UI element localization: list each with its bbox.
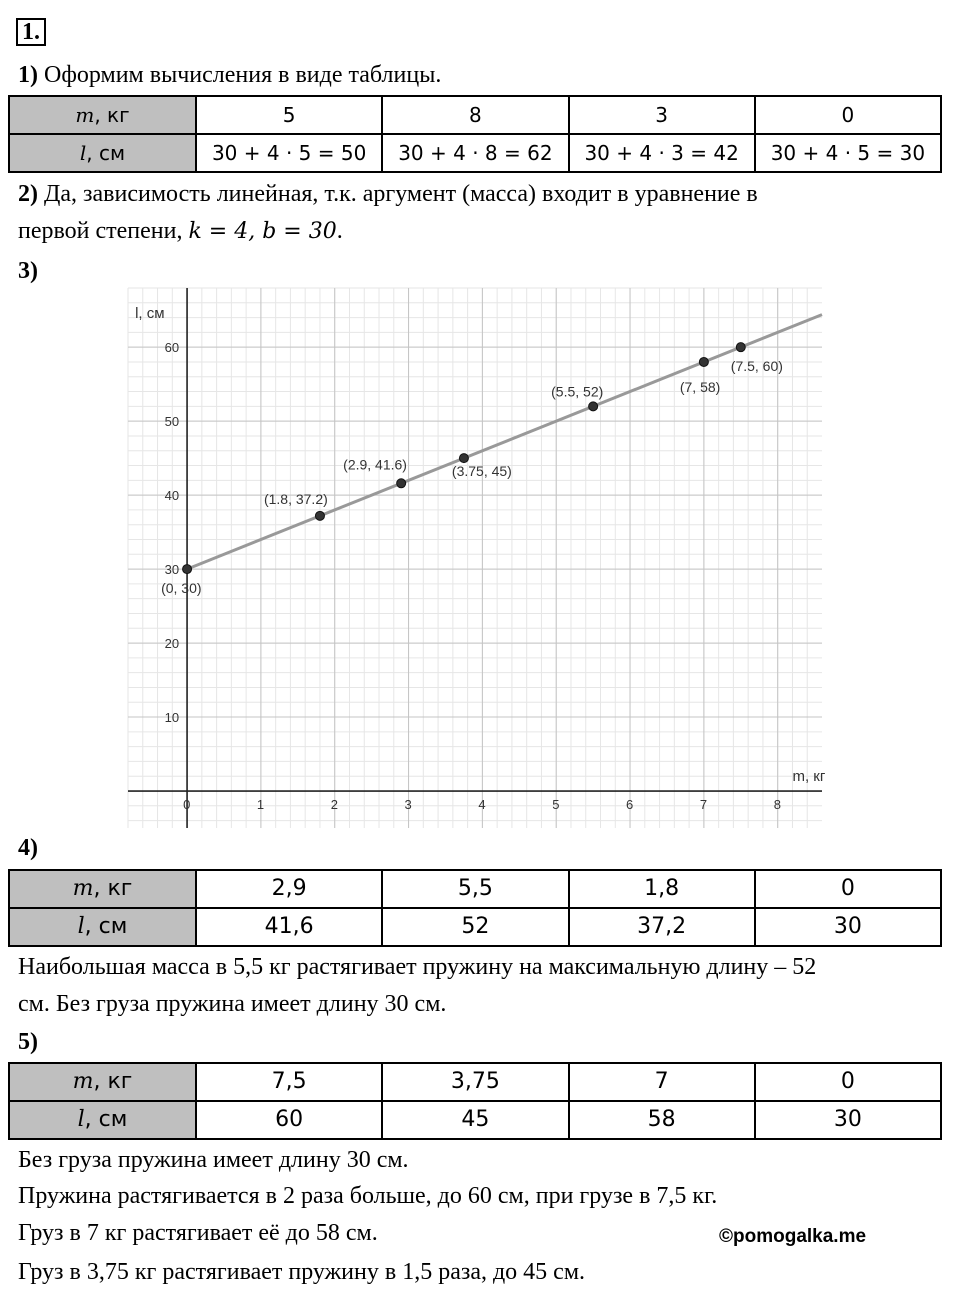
table-cell: 30 + 4 · 5 = 50 — [196, 134, 382, 172]
data-point — [699, 357, 708, 366]
table-cell: 3 — [569, 96, 755, 134]
part4-text1: Наибольшая масса в 5,5 кг растягивает пружину на максимальную длину – 52 — [18, 954, 817, 980]
x-tick-label: 3 — [404, 797, 412, 813]
table-row — [9, 96, 941, 134]
table-cell: 7 — [569, 1063, 755, 1101]
part5-text4: Груз в 3,75 кг растягивает пружину в 1,5 раза, до 45 см. — [18, 1259, 586, 1285]
data-point — [315, 511, 324, 520]
table-cell: 1,8 — [569, 870, 755, 908]
table-5 — [8, 1062, 942, 1140]
table-cell: 0 — [755, 96, 941, 134]
table-4-l-header: l, см — [9, 908, 196, 946]
table-cell: 52 — [382, 908, 568, 946]
part2-line1 — [18, 180, 758, 208]
table-cell: 30 — [755, 908, 941, 946]
part4-label: 4) — [18, 835, 38, 861]
data-point — [736, 343, 745, 352]
table-cell: 45 — [382, 1101, 568, 1139]
part2-text1: Да, зависимость линейная, т.к. аргумент (масса) входит в уравнение в — [44, 181, 758, 207]
data-label: (3.75, 45) — [451, 463, 512, 480]
y-tick-label: 10 — [164, 710, 180, 726]
part5-label: 5) — [18, 1029, 38, 1055]
table-cell: 60 — [196, 1101, 382, 1139]
data-label: (2.9, 41.6) — [343, 456, 407, 473]
part5-text2: Пружина растягивается в 2 раза больше, до 60 см, при грузе в 7,5 кг. — [18, 1183, 718, 1209]
series-line — [187, 315, 822, 569]
table-cell: 0 — [755, 1063, 941, 1101]
table-cell: 30 + 4 · 3 = 42 — [569, 134, 755, 172]
table-cell: 7,5 — [196, 1063, 382, 1101]
table-row — [9, 908, 941, 946]
y-tick-label: 60 — [164, 340, 180, 356]
data-label: (5.5, 52) — [551, 383, 604, 400]
x-tick-label: 8 — [773, 797, 781, 813]
table-cell: 5,5 — [382, 870, 568, 908]
table-cell: 8 — [382, 96, 568, 134]
x-tick-label: 6 — [626, 797, 634, 813]
x-axis-label: m, кг — [792, 768, 826, 786]
table-5-l-header: l, см — [9, 1101, 196, 1139]
part2-formula: k = 4, b = 30 — [188, 219, 337, 244]
x-tick-label: 2 — [330, 797, 338, 813]
part5-text1: Без груза пружина имеет длину 30 см. — [18, 1147, 409, 1173]
table-cell: 30 — [755, 1101, 941, 1139]
table-1 — [8, 95, 942, 173]
data-point — [183, 565, 192, 574]
minor-grid — [128, 288, 822, 828]
data-point — [397, 479, 406, 488]
part1-heading — [18, 61, 441, 89]
part3-label: 3) — [18, 258, 38, 284]
table-cell: 58 — [569, 1101, 755, 1139]
copyright: ©pomogalka.me — [719, 1226, 867, 1247]
part1-text: Оформим вычисления в виде таблицы. — [44, 62, 442, 88]
tick-labels — [165, 340, 781, 812]
x-tick-label: 7 — [699, 797, 708, 813]
table-1-m-header: m, кг — [9, 96, 196, 134]
table-cell: 37,2 — [569, 908, 755, 946]
data-point — [589, 402, 598, 411]
table-4-m-header: m, кг — [9, 870, 196, 908]
part4-text2: см. Без груза пружина имеет длину 30 см. — [18, 991, 447, 1017]
x-tick-label: 1 — [256, 797, 265, 813]
y-tick-label: 30 — [164, 562, 180, 578]
task-number: 1. — [16, 18, 46, 46]
part1-label: 1) — [18, 62, 38, 88]
table-row — [9, 1063, 941, 1101]
data-point — [459, 454, 468, 463]
x-tick-label: 4 — [478, 797, 486, 813]
x-tick-label: 0 — [183, 797, 191, 813]
data-label: (1.8, 37.2) — [263, 490, 328, 507]
x-tick-label: 5 — [552, 797, 560, 813]
part2-label: 2) — [18, 181, 38, 207]
y-axis-label: l, см — [135, 305, 165, 322]
table-5-m-header: m, кг — [9, 1063, 196, 1101]
table-cell: 41,6 — [196, 908, 382, 946]
table-4 — [8, 869, 942, 947]
table-cell: 0 — [755, 870, 941, 908]
y-tick-label: 40 — [164, 488, 180, 504]
data-label: (7.5, 60) — [730, 358, 783, 375]
data-label: (7, 58) — [679, 378, 721, 395]
y-tick-label: 50 — [164, 414, 180, 430]
line-chart — [128, 288, 826, 828]
data-label: (0, 30) — [161, 580, 202, 597]
part2-text2: первой степени, — [18, 218, 189, 244]
table-cell: 3,75 — [382, 1063, 568, 1101]
points — [161, 343, 783, 596]
part2-line2: первой степени, k = 4, b = 30. — [18, 218, 343, 244]
table-row — [9, 134, 941, 172]
table-row — [9, 870, 941, 908]
table-cell: 5 — [196, 96, 382, 134]
table-1-l-header: l, см — [9, 134, 196, 172]
table-cell: 30 + 4 · 5 = 30 — [755, 134, 941, 172]
table-cell: 30 + 4 · 8 = 62 — [382, 134, 568, 172]
y-tick-label: 20 — [164, 636, 180, 652]
series — [187, 315, 822, 569]
table-row — [9, 1101, 941, 1139]
table-cell: 2,9 — [196, 870, 382, 908]
part5-text3: Груз в 7 кг растягивает её до 58 см. — [18, 1220, 378, 1246]
